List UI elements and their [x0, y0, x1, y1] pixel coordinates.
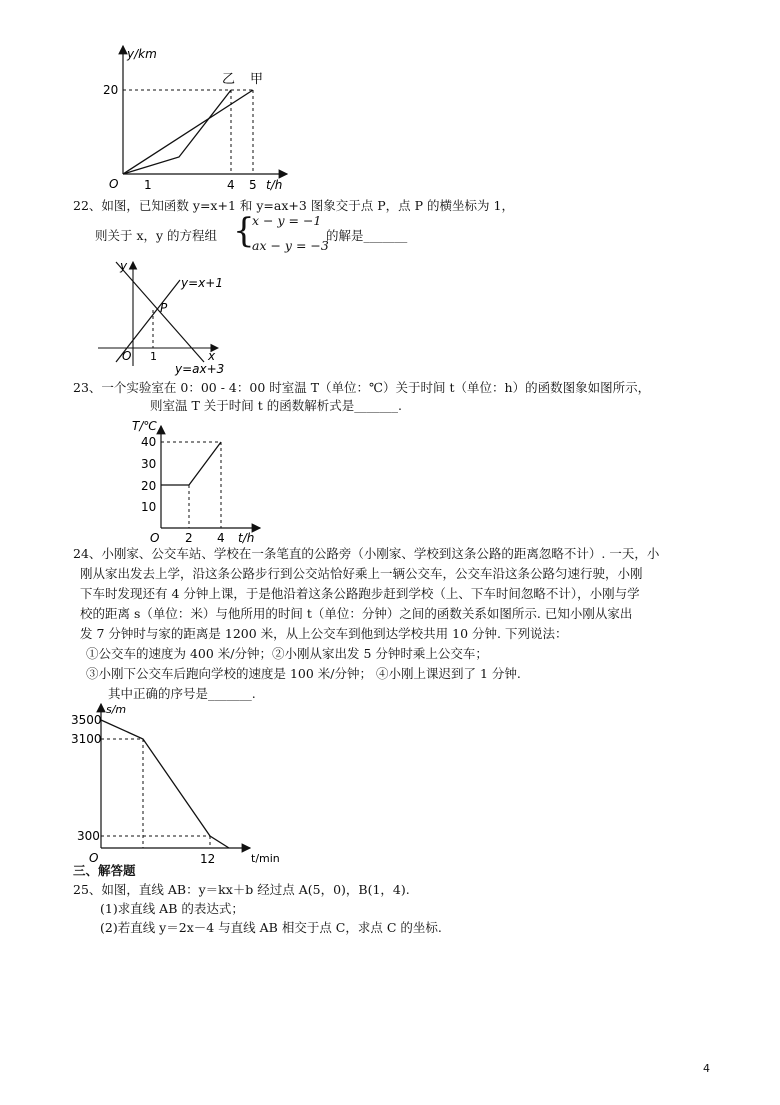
q22-line1	[73, 198, 514, 214]
q24-question: 其中正确的序号是_______.	[108, 686, 256, 701]
q21-line-yi	[123, 90, 231, 174]
q24-line-5: 发 7 分钟时与家的距离是 1200 米，从上公交车到他到达学校共用 10 分钟. 下列说法：	[80, 626, 568, 641]
q23-xtick-2: 2	[185, 531, 193, 545]
q22-label-x1: y=x+1	[181, 276, 223, 290]
q23-xtick-4: 4	[217, 531, 225, 545]
q22-xtick-1: 1	[150, 350, 157, 363]
q23-ytick-10: 10	[141, 500, 157, 514]
q23-origin: O	[150, 531, 160, 545]
q21-xtick-4: 4	[227, 178, 235, 192]
q21-xtick-1: 1	[144, 178, 152, 192]
q24-ylabel: s/m	[106, 703, 127, 716]
q24-options-1: ①公交车的速度为 400 米/分钟；②小刚从家出发 5 分钟时乘上公交车；	[86, 646, 488, 661]
q22-xlabel: x	[208, 349, 216, 363]
q22-graph	[92, 258, 262, 378]
q24-ytick-300: 300	[77, 829, 100, 843]
q21-label-yi: 乙	[222, 72, 236, 87]
q24-xtick-12: 12	[200, 852, 216, 866]
q23-xlabel: t/h	[238, 531, 255, 545]
q21-xlabel: t/h	[266, 178, 283, 192]
q22-system-brace: {	[233, 211, 255, 251]
q22-line1-text: 如图，已知函数 y=x+1 和 y=ax+3 图象交于点 P，点 P 的横坐标为 1，	[101, 198, 514, 213]
q22-number: 22、	[73, 198, 102, 213]
q23-number: 23、	[73, 380, 102, 395]
q25-sub2: (2)若直线 y＝2x－4 与直线 AB 相交于点 C，求点 C 的坐标.	[100, 920, 442, 935]
q24-ytick-3100: 3100	[71, 732, 102, 746]
q21-line-jia	[123, 90, 253, 174]
q21-label-jia: 甲	[250, 72, 264, 87]
section-title: 三、解答题	[73, 863, 136, 878]
q24-line-1-text: 小刚家、公交车站、学校在一条笔直的公路旁（小刚家、学校到这条公路的距离忽略不计）. 一天，小	[101, 546, 660, 561]
q21-xtick-5: 5	[249, 178, 257, 192]
q24-ytick-3500: 3500	[71, 713, 102, 727]
q23-line1-text: 一个实验室在 0：00 - 4：00 时室温 T（单位：℃）关于时间 t（单位：h）的函数图象如图所示，	[101, 380, 651, 395]
q24-origin: O	[89, 851, 99, 865]
q23-ytick-20: 20	[141, 479, 157, 493]
q21-graph	[95, 42, 295, 194]
q21-origin: O	[109, 177, 119, 191]
q24-line-4: 校的距离 s（单位：米）与他所用的时间 t（单位：分钟）之间的函数关系如图所示. 已知小刚从家出	[80, 606, 633, 621]
q24-line-3: 下车时发现还有 4 分钟上课，于是他沿着这条公路跑步赶到学校（上、下车时间忽略不计），小刚与学	[80, 586, 640, 601]
q23-graph	[128, 416, 273, 546]
q24-number: 24、	[73, 546, 102, 561]
q22-label-ax3: y=ax+3	[175, 362, 225, 376]
q22-line2-prefix: 则关于 x，y 的方程组	[95, 228, 218, 243]
q23-line1	[73, 380, 650, 396]
q22-point-p: P	[160, 301, 168, 315]
q25-sub1: (1)求直线 AB 的表达式；	[100, 901, 244, 916]
page-number: 4	[703, 1062, 710, 1075]
q23-ylabel: T/℃	[132, 419, 157, 433]
q22-eq1: x − y = −1	[252, 213, 322, 228]
q25-line1-text: 如图，直线 AB：y＝kx＋b 经过点 A(5，0)，B(1，4).	[101, 882, 410, 897]
q24-graph	[70, 700, 290, 866]
q22-origin: O	[122, 349, 132, 363]
q25-number: 25、	[73, 882, 102, 897]
q22-eq2: ax − y = −3	[252, 238, 329, 253]
q22-ylabel: y	[120, 259, 128, 273]
q23-curve	[161, 442, 221, 485]
q25-line1	[73, 882, 410, 898]
q23-ytick-40: 40	[141, 435, 157, 449]
q22-line2-suffix: 的解是_______	[326, 228, 408, 243]
q21-ytick-20: 20	[103, 83, 119, 97]
q23-ytick-30: 30	[141, 457, 157, 471]
q23-line2: 则室温 T 关于时间 t 的函数解析式是_______.	[150, 398, 402, 413]
q24-options-2: ③小刚下公交车后跑向学校的速度是 100 米/分钟； ④小刚上课迟到了 1 分钟.	[86, 666, 521, 681]
q24-line-2: 刚从家出发去上学，沿这条公路步行到公交站恰好乘上一辆公交车，公交车沿这条公路匀速行驶，小刚	[80, 566, 643, 581]
q24-line-1	[73, 546, 659, 562]
q21-ylabel: y/km	[127, 47, 157, 61]
q24-xlabel: t/min	[251, 852, 280, 865]
